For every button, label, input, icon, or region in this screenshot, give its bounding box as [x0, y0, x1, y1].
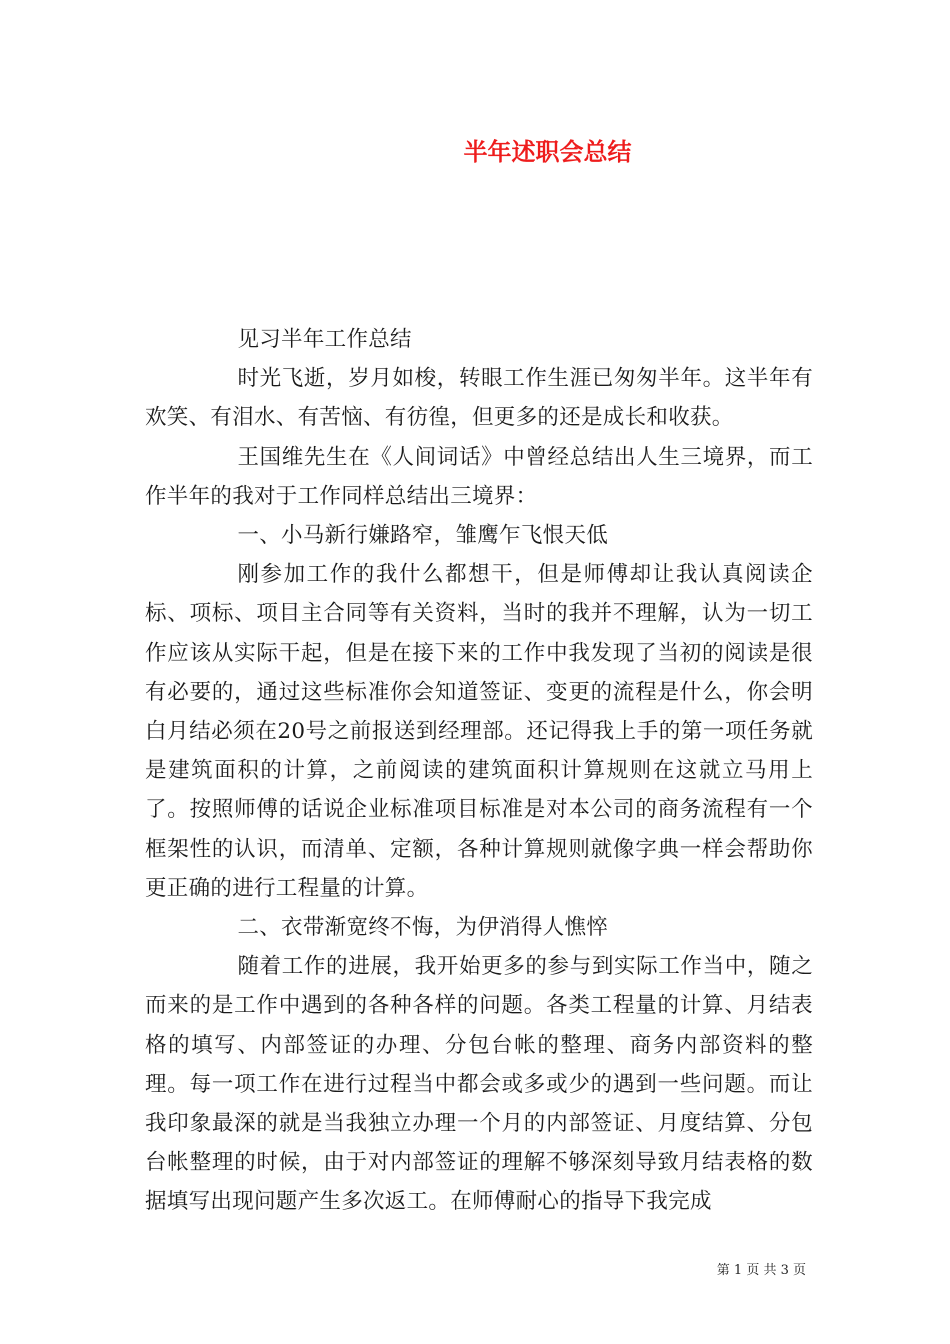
section-heading-one: 一、小马新行嫌路窄，雏鹰乍飞恨天低	[237, 523, 609, 549]
document-body	[145, 320, 813, 1222]
section-heading-two: 二、衣带渐宽终不悔，为伊消得人憔悴	[237, 915, 609, 941]
page-number-footer: 第 1 页 共 3 页	[716, 1263, 806, 1278]
paragraph-intro: 时光飞逝，岁月如梭，转眼工作生涯已匆匆半年。这半年有欢笑、有泪水、有苦恼、有彷徨，但更多的还是成长和收获。	[145, 366, 813, 431]
paragraph-section-one: 刚参加工作的我什么都想干，但是师傅却让我认真阅读企标、项标、项目主合同等有关资料，当时的我并不理解，认为一切工作应该从实际干起，但是在接下来的工作中我发现了当初的阅读是很有必要的，通过这些标准你会知道签证、变更的流程是什么，你会明白月结必须在20号之前报送到经理部。还记得我上手的第一项任务就是建筑面积的计算，之前阅读的建筑面积计算规则在这就立马用上了。按照师傅的话说企业标准项目标准是对本公司的商务流程有一个框架性的认识，而清单、定额，各种计算规则就像字典一样会帮助你更正确的进行工程量的计算。	[145, 562, 813, 901]
paragraph-section-two: 随着工作的进展，我开始更多的参与到实际工作当中，随之而来的是工作中遇到的各种各样的问题。各类工程量的计算、月结表格的填写、内部签证的办理、分包台帐的整理、商务内部资料的整理。每一项工作在进行过程当中都会或多或少的遇到一些问题。而让我印象最深的就是当我独立办理一个月的内部签证、月度结算、分包台帐整理的时候，由于对内部签证的理解不够深刻导致月结表格的数据填写出现问题产生多次返工。在师傅耐心的指导下我完成	[145, 954, 813, 1215]
section-subtitle: 见习半年工作总结	[237, 327, 412, 352]
document-title: 半年述职会总结	[463, 138, 632, 166]
paragraph-three-realms: 王国维先生在《人间词话》中曾经总结出人生三境界，而工作半年的我对于工作同样总结出三境界：	[145, 444, 813, 509]
